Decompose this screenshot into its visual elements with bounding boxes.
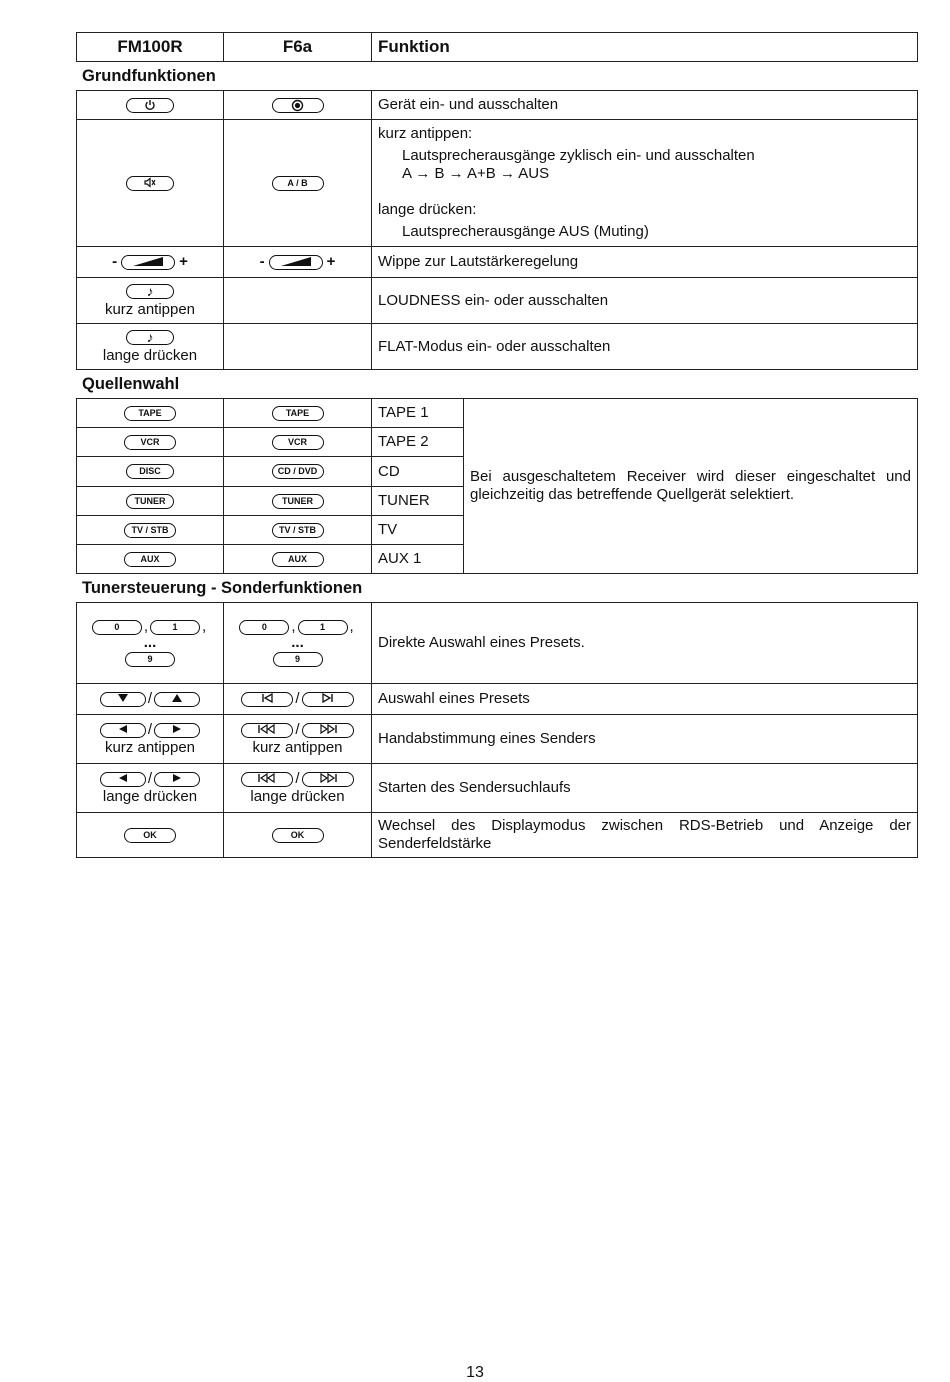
slash: / bbox=[147, 721, 153, 739]
source-desc: Bei ausgeschaltetem Receiver wird dieser eingeschaltet und gleichzeitig das betreffende Quellgerät selektiert. bbox=[464, 399, 918, 574]
rewind-button[interactable] bbox=[241, 723, 293, 738]
flat-button[interactable] bbox=[126, 330, 174, 345]
volume-button[interactable] bbox=[269, 255, 323, 270]
flat-caption: lange drücken bbox=[102, 346, 198, 364]
source-button[interactable]: TUNER bbox=[272, 494, 324, 509]
table-row bbox=[77, 813, 918, 858]
caption: lange drücken bbox=[250, 788, 345, 806]
caption: lange drücken bbox=[102, 788, 198, 806]
music-note-icon: ♪ bbox=[146, 329, 154, 346]
left-button[interactable] bbox=[100, 772, 146, 787]
fast-rewind-icon bbox=[257, 724, 277, 734]
header-fm100r: FM100R bbox=[77, 33, 224, 62]
power-icon bbox=[144, 99, 156, 111]
vol-plus: + bbox=[179, 253, 188, 270]
source-button[interactable]: AUX bbox=[124, 552, 176, 567]
source-button[interactable]: VCR bbox=[124, 435, 176, 450]
vol-minus: - bbox=[259, 253, 265, 270]
digit-0-button[interactable]: 0 bbox=[92, 620, 142, 635]
section-title-tuner: Tunersteuerung - Sonderfunktionen bbox=[82, 579, 363, 597]
table-row bbox=[77, 715, 918, 764]
prev-button[interactable] bbox=[241, 692, 293, 707]
table-row bbox=[77, 603, 918, 684]
source-name: AUX 1 bbox=[372, 545, 464, 574]
triangle-right-icon bbox=[172, 724, 182, 734]
left-button[interactable] bbox=[100, 723, 146, 738]
loudness-button[interactable] bbox=[126, 284, 174, 299]
header-f6a: F6a bbox=[224, 33, 372, 62]
digit-1-button[interactable]: 1 bbox=[298, 620, 348, 635]
triangle-right-icon bbox=[172, 773, 182, 783]
rewind-button[interactable] bbox=[241, 772, 293, 787]
speaker-cycle: A → B → A+B → AUS bbox=[402, 165, 550, 182]
ok-button[interactable]: OK bbox=[124, 828, 176, 843]
forward-button[interactable] bbox=[302, 772, 354, 787]
slash: / bbox=[147, 690, 153, 708]
speaker-button[interactable] bbox=[126, 176, 174, 191]
digit-9-button[interactable]: 9 bbox=[125, 652, 175, 667]
table-row bbox=[77, 120, 918, 247]
power-dot-icon bbox=[291, 99, 304, 112]
digit-9-button[interactable]: 9 bbox=[273, 652, 323, 667]
source-name: CD bbox=[372, 457, 464, 487]
slash: / bbox=[295, 690, 300, 708]
volume-wedge-icon bbox=[279, 256, 313, 267]
next-button[interactable] bbox=[302, 692, 354, 707]
speaker-mute-icon bbox=[144, 177, 156, 188]
ellipsis: ... bbox=[291, 634, 304, 652]
comma: , bbox=[349, 618, 354, 636]
triangle-left-icon bbox=[118, 773, 128, 783]
speaker-long-label: lange drücken: bbox=[378, 201, 477, 218]
up-button[interactable] bbox=[154, 692, 200, 707]
right-button[interactable] bbox=[154, 723, 200, 738]
digit-1-button[interactable]: 1 bbox=[150, 620, 200, 635]
section-title-basic: Grundfunktionen bbox=[82, 67, 216, 85]
speaker-long-desc: Lautsprecherausgänge AUS (Muting) bbox=[402, 223, 649, 240]
manual-desc: Handabstimmung eines Senders bbox=[372, 715, 918, 764]
table-row bbox=[77, 399, 918, 428]
triangle-up-icon bbox=[171, 693, 183, 703]
table-row bbox=[77, 247, 918, 278]
source-table bbox=[76, 398, 918, 574]
source-button[interactable]: VCR bbox=[272, 435, 324, 450]
table-row bbox=[77, 91, 918, 120]
search-desc: Starten des Sendersuchlaufs bbox=[372, 764, 918, 813]
table-row bbox=[77, 324, 918, 370]
source-button[interactable]: TUNER bbox=[126, 494, 174, 509]
down-button[interactable] bbox=[100, 692, 146, 707]
flat-desc: FLAT-Modus ein- oder ausschalten bbox=[372, 324, 918, 370]
table-row bbox=[77, 278, 918, 324]
triangle-left-icon bbox=[118, 724, 128, 734]
slash: / bbox=[295, 770, 300, 788]
speaker-ab-button[interactable]: A / B bbox=[272, 176, 324, 191]
source-button[interactable]: TAPE bbox=[272, 406, 324, 421]
source-button[interactable]: TV / STB bbox=[124, 523, 176, 538]
page-number: 13 bbox=[466, 1364, 484, 1381]
volume-rocker[interactable] bbox=[112, 253, 188, 271]
header-funktion: Funktion bbox=[372, 33, 918, 62]
speaker-short-label: kurz antippen: bbox=[378, 125, 473, 142]
vol-minus: - bbox=[112, 253, 118, 270]
basic-functions-table bbox=[76, 90, 918, 370]
speaker-short-desc: Lautsprecherausgänge zyklisch ein- und ausschalten bbox=[402, 147, 755, 164]
volume-rocker-f6a[interactable] bbox=[260, 253, 336, 271]
vol-plus: + bbox=[326, 253, 336, 270]
preset-desc: Auswahl eines Presets bbox=[372, 684, 918, 715]
digit-0-button[interactable]: 0 bbox=[239, 620, 289, 635]
source-name: TUNER bbox=[372, 487, 464, 516]
header-table bbox=[76, 32, 918, 62]
table-row bbox=[77, 684, 918, 715]
display-desc: Wechsel des Displaymodus zwischen RDS-Betrieb und Anzeige der Senderfeldstärke bbox=[372, 813, 918, 858]
source-name: TAPE 1 bbox=[372, 399, 464, 428]
right-button[interactable] bbox=[154, 772, 200, 787]
source-name: TV bbox=[372, 516, 464, 545]
power-button-f6a[interactable] bbox=[272, 98, 324, 113]
source-button[interactable]: CD / DVD bbox=[272, 464, 324, 479]
manual-page bbox=[76, 32, 918, 858]
forward-button[interactable] bbox=[302, 723, 354, 738]
fast-forward-icon bbox=[318, 773, 338, 783]
volume-wedge-icon bbox=[131, 256, 165, 267]
source-button[interactable]: TAPE bbox=[124, 406, 176, 421]
tuner-table bbox=[76, 602, 918, 858]
comma: , bbox=[291, 618, 296, 636]
slash: / bbox=[295, 721, 300, 739]
caption: kurz antippen bbox=[104, 739, 196, 757]
source-button[interactable]: DISC bbox=[126, 464, 174, 479]
comma: , bbox=[143, 618, 148, 636]
music-note-icon: ♪ bbox=[146, 283, 154, 300]
section-title-source: Quellenwahl bbox=[82, 375, 180, 393]
comma: , bbox=[202, 618, 207, 636]
skip-next-icon bbox=[321, 693, 335, 703]
ellipsis: ... bbox=[143, 634, 157, 652]
source-button[interactable]: TV / STB bbox=[272, 523, 324, 538]
fast-forward-icon bbox=[318, 724, 338, 734]
slash: / bbox=[147, 770, 153, 788]
power-button[interactable] bbox=[126, 98, 174, 113]
ok-button[interactable]: OK bbox=[272, 828, 324, 843]
loudness-caption: kurz antippen bbox=[104, 300, 196, 318]
power-desc: Gerät ein- und ausschalten bbox=[372, 91, 918, 120]
skip-prev-icon bbox=[260, 693, 274, 703]
speaker-desc bbox=[372, 120, 918, 247]
source-button[interactable]: AUX bbox=[272, 552, 324, 567]
triangle-down-icon bbox=[117, 693, 129, 703]
table-row bbox=[77, 764, 918, 813]
caption: kurz antippen bbox=[252, 739, 343, 757]
source-name: TAPE 2 bbox=[372, 428, 464, 457]
direct-desc: Direkte Auswahl eines Presets. bbox=[372, 603, 918, 684]
volume-desc: Wippe zur Lautstärkeregelung bbox=[372, 247, 918, 278]
fast-rewind-icon bbox=[257, 773, 277, 783]
loudness-desc: LOUDNESS ein- oder ausschalten bbox=[372, 278, 918, 324]
volume-button[interactable] bbox=[121, 255, 175, 270]
